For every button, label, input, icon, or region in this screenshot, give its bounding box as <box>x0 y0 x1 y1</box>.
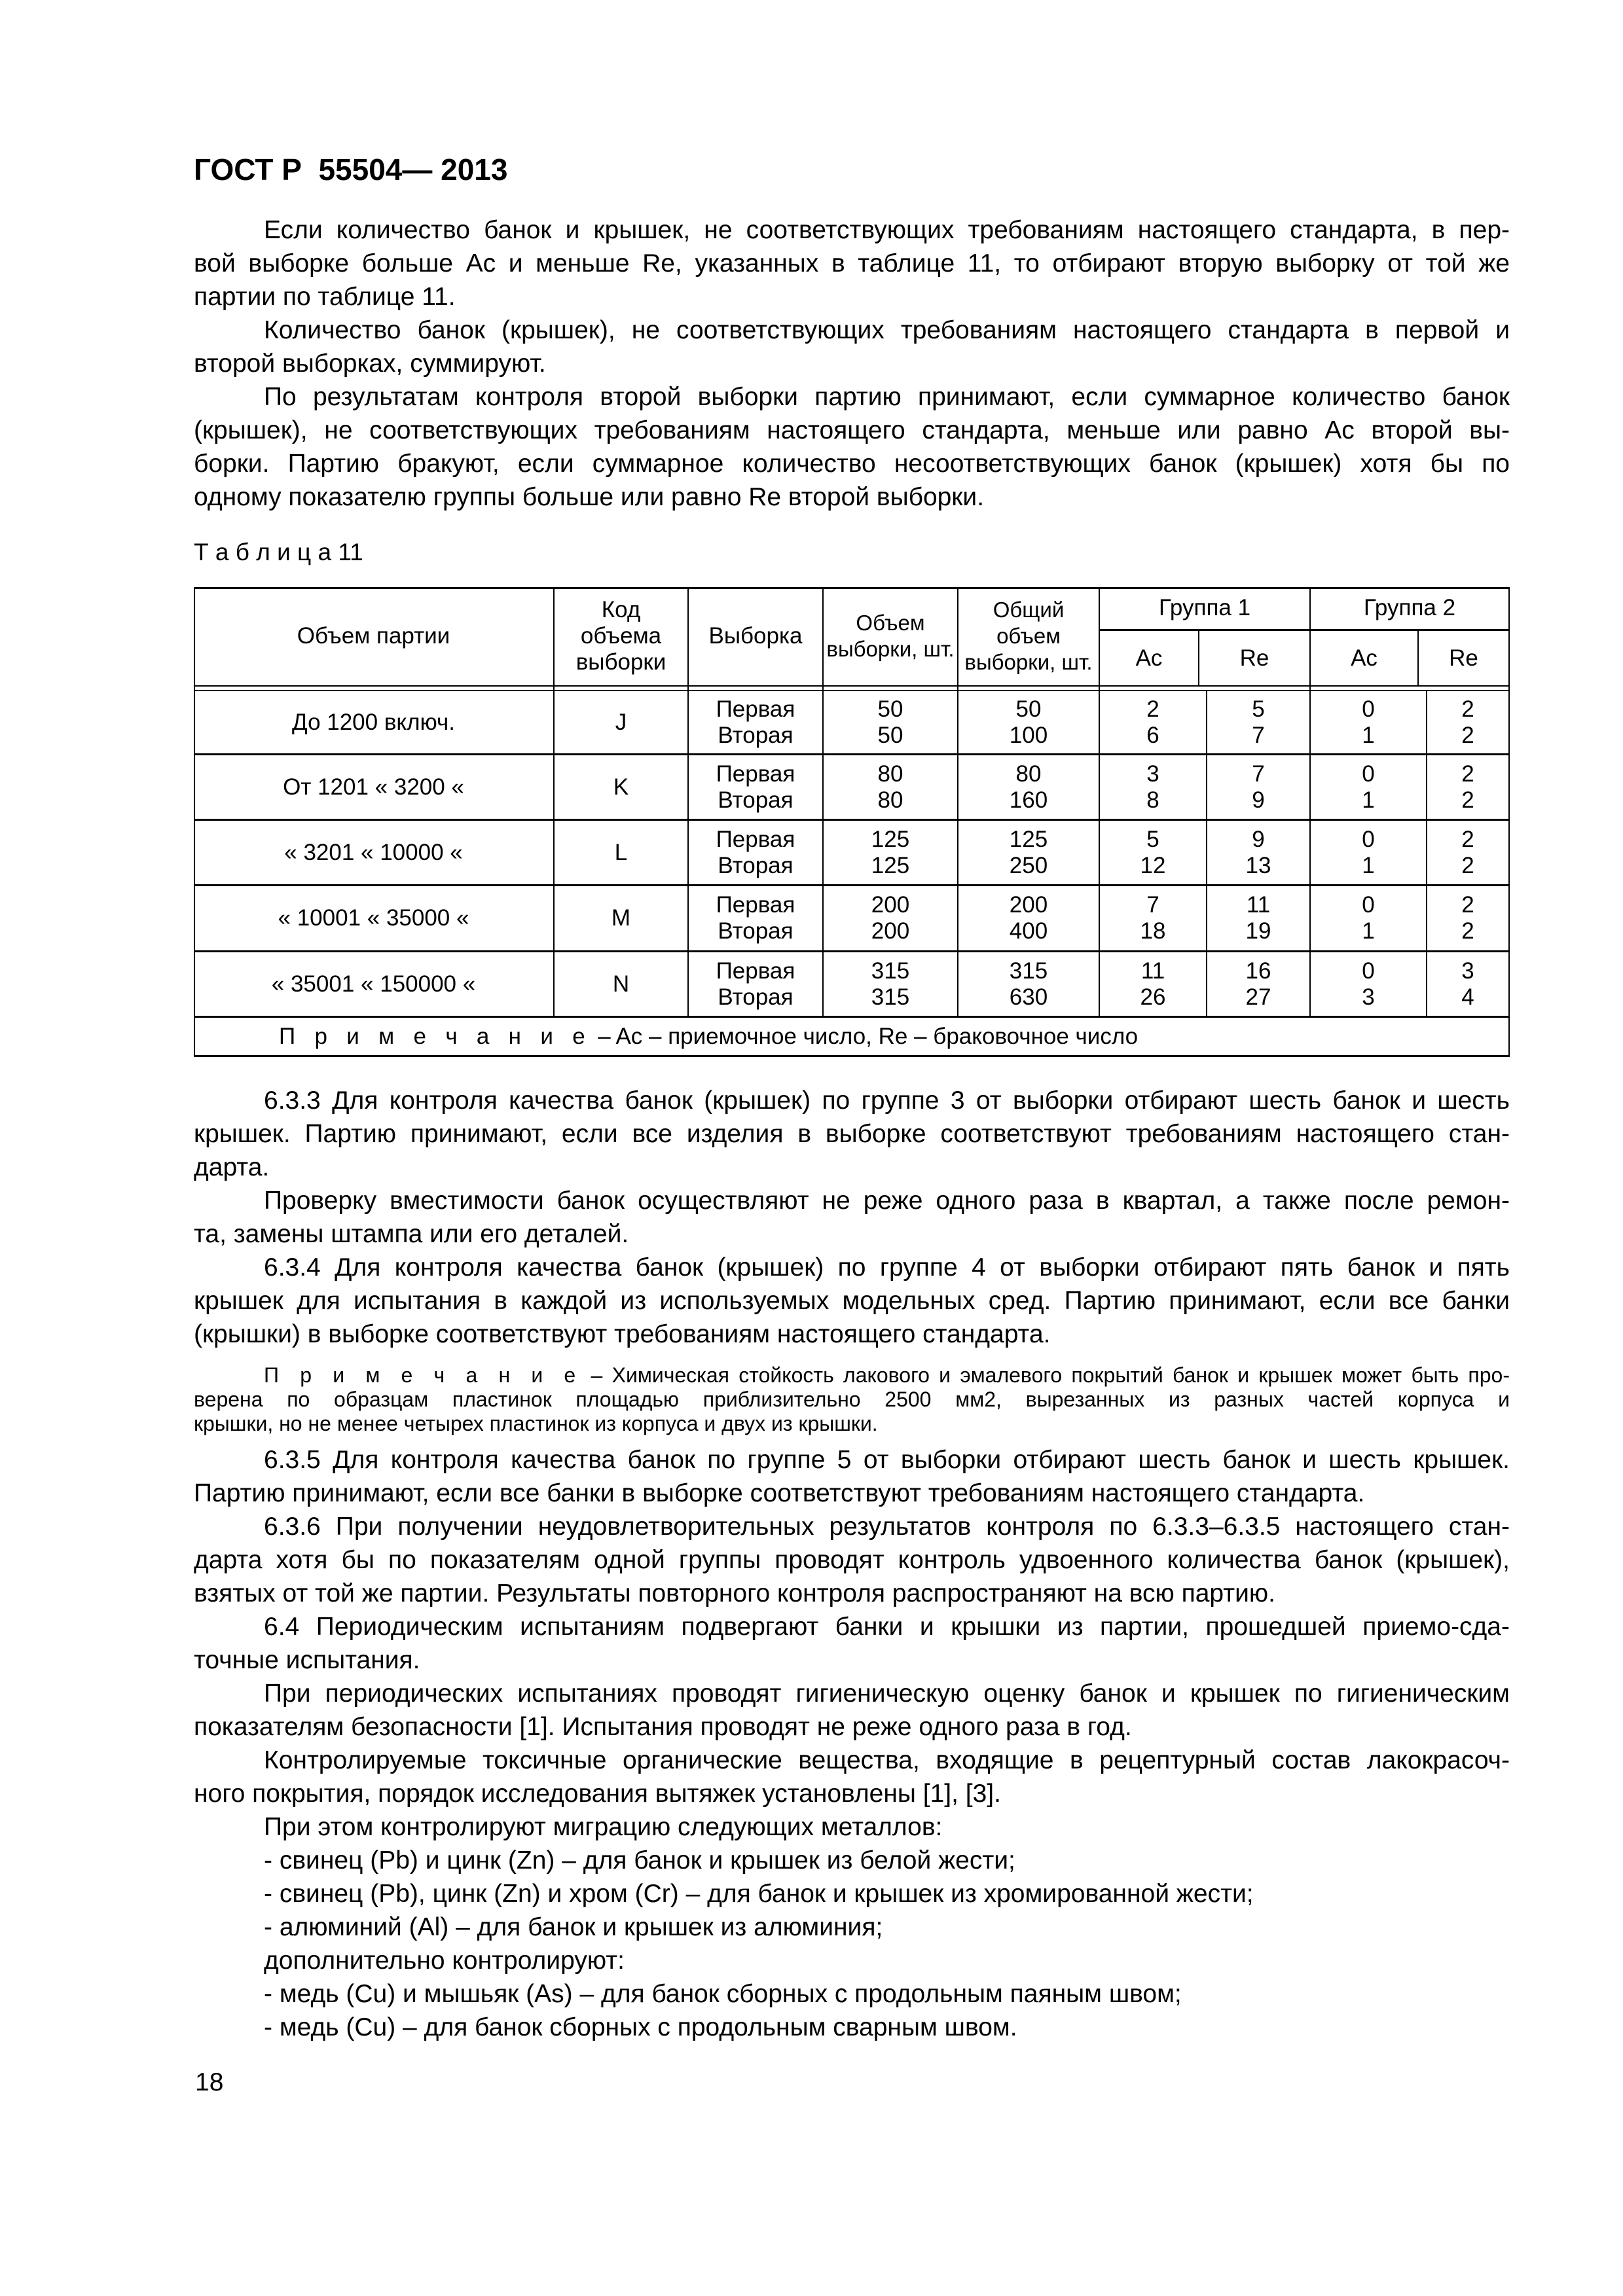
cell-value: 7 <box>1146 892 1159 918</box>
cell-g2-ac <box>1311 691 1426 753</box>
text-line: показателям безопасности [1]. Испытания проводят не реже одного раза в год. <box>194 1713 1132 1741</box>
page-number: 18 <box>195 2068 224 2096</box>
table-note-label: П р и м е ч а н и е <box>279 1023 592 1049</box>
metals-list <box>194 1810 1510 2044</box>
cell-value: 50 <box>877 696 903 722</box>
cell-lot: « 10001 « 35000 « <box>278 905 469 931</box>
cell-value: Вторая <box>718 984 793 1010</box>
text-line: точные испытания. <box>194 1646 420 1674</box>
cell-value: 0 <box>1362 761 1375 787</box>
cell-value: 80 <box>1015 761 1042 787</box>
cell-value: Вторая <box>718 722 793 748</box>
cell-lot: От 1201 « 3200 « <box>283 774 464 800</box>
paragraph-6-3-4 <box>194 1251 1510 1351</box>
paragraph-6-4 <box>194 1610 1510 1677</box>
cell-samples <box>689 886 822 950</box>
cell-g1-ac <box>1100 952 1206 1016</box>
header-code-line: объема <box>580 623 662 649</box>
metals-additional-item: - медь (Cu) – для банок сборных с продольным сварным швом. <box>264 2013 1017 2041</box>
text-line: Если количество банок и крышек, не соответствующих требованиям настоящего стандарта, в пер- <box>264 216 1510 244</box>
cell-value: 1 <box>1362 787 1375 813</box>
text-line: вой выборке больше Ac и меньше Re, указанных в таблице 11, то отбирают вторую выборку от той же <box>194 249 1510 278</box>
cell-value: 2 <box>1461 761 1474 787</box>
cell-value: 0 <box>1362 958 1375 984</box>
cell-value: Вторая <box>718 787 793 813</box>
cell-g1-re <box>1207 886 1309 950</box>
text-line: 6.3.5 Для контроля качества банок по группе 5 от выборки отбирают шесть банок и шесть крышек. <box>264 1446 1510 1474</box>
cell-value: 2 <box>1146 696 1159 722</box>
cell-g2-re <box>1427 952 1508 1016</box>
text-line: дарта. <box>194 1153 270 1181</box>
cell-code: L <box>614 839 628 865</box>
cell-value: 2 <box>1461 918 1474 944</box>
cell-value: Вторая <box>718 852 793 878</box>
text-line: второй выборках, суммируют. <box>194 350 546 378</box>
cell-value: 2 <box>1461 696 1474 722</box>
header-code <box>555 587 687 685</box>
paragraph-capacity-check <box>194 1184 1510 1251</box>
cell-value: 7 <box>1252 722 1265 748</box>
cell-g1-re <box>1207 952 1309 1016</box>
cell-samples <box>689 952 822 1016</box>
cell-value: 3 <box>1461 958 1474 984</box>
cell-code: K <box>613 774 629 800</box>
cell-g2-ac <box>1311 952 1426 1016</box>
cell-g1-ac <box>1100 755 1206 819</box>
cell-value: 5 <box>1252 696 1265 722</box>
document-header: ГОСТ Р 55504— 2013 <box>194 152 508 187</box>
text-line <box>194 1363 1510 1388</box>
cell-g1-re <box>1207 755 1309 819</box>
cell-value: 125 <box>1009 826 1048 852</box>
text-line: 6.3.6 При получении неудовлетворительных результатов контроля по 6.3.3–6.3.5 настоящего стан- <box>264 1513 1510 1541</box>
text-line: По результатам контроля второй выборки партию принимают, если суммарное количество банок <box>264 383 1510 411</box>
cell-value: 200 <box>1009 892 1048 918</box>
cell-size <box>824 886 957 950</box>
paragraph-hygiene <box>194 1677 1510 1744</box>
cell-value: 125 <box>871 852 910 878</box>
cell-value: Первая <box>716 761 795 787</box>
header-g2-ac: Ac <box>1351 645 1377 671</box>
cell-value: 9 <box>1252 826 1265 852</box>
text-line: та, замены штампа или его деталей. <box>194 1220 629 1248</box>
header-g1-ac: Ac <box>1135 645 1163 671</box>
table-header-line <box>194 685 1510 687</box>
metals-additional-intro: дополнительно контролируют: <box>264 1946 625 1975</box>
table-caption: Т а б л и ц а 11 <box>194 539 363 565</box>
text-line: Проверку вместимости банок осуществляют не реже одного раза в квартал, а также после ремон- <box>264 1187 1510 1215</box>
header-g2-re: Re <box>1449 645 1478 671</box>
cell-value: 2 <box>1461 852 1474 878</box>
cell-value: 100 <box>1009 722 1048 748</box>
cell-g1-re <box>1207 691 1309 753</box>
cell-value: Первая <box>716 696 795 722</box>
cell-value: 11 <box>1246 892 1271 918</box>
text-line: (крышек), не соответствующих требованиям настоящего стандарта, меньше или равно Ac второй вы- <box>194 416 1510 444</box>
paragraph-summation <box>194 314 1510 380</box>
text-line: ного покрытия, порядок исследования вытяжек установлены [1], [3]. <box>194 1780 1001 1808</box>
table-note-text: – Ac – приемочное число, Re – браковочное число <box>591 1023 1139 1049</box>
text-line: 6.3.3 Для контроля качества банок (крышек) по группе 3 от выборки отбирают шесть банок и шесть <box>264 1086 1510 1115</box>
cell-value: 200 <box>871 892 910 918</box>
header-sample: Выборка <box>708 623 803 649</box>
metals-item: - свинец (Pb), цинк (Zn) и хром (Cr) – для банок и крышек из хромированной жести; <box>264 1880 1254 1908</box>
cell-value: 18 <box>1140 918 1166 944</box>
text-line: крышки, но не менее четырех пластинок из корпуса и двух из крышки. <box>194 1412 878 1435</box>
header-total-size-line: Общий <box>993 598 1065 622</box>
text-line: борки. Партию бракуют, если суммарное количество несоответствующих банок (крышек) хотя бы по <box>194 450 1510 478</box>
cell-value: 400 <box>1009 918 1048 944</box>
text-line: крышек. Партию принимают, если все изделия в выборке соответствуют требованиям настоящего стан- <box>194 1120 1510 1148</box>
paragraph-second-sample-rule <box>194 213 1510 314</box>
cell-value: 2 <box>1461 722 1474 748</box>
cell-value: 26 <box>1140 984 1166 1010</box>
cell-g1-re <box>1207 821 1309 884</box>
header-code-line: выборки <box>575 649 666 675</box>
cell-total <box>958 691 1099 753</box>
header-total-size <box>958 587 1099 685</box>
cell-code: J <box>615 709 627 735</box>
cell-lot: « 35001 « 150000 « <box>271 971 476 997</box>
cell-value: 315 <box>871 984 910 1010</box>
cell-code: N <box>612 971 630 997</box>
cell-total <box>958 755 1099 819</box>
cell-value: 27 <box>1245 984 1271 1010</box>
text-line: одному показателю группы больше или равно Re второй выборки. <box>194 483 985 511</box>
note-chemical-resistance <box>194 1363 1510 1436</box>
header-group-1: Группа 1 <box>1158 595 1251 620</box>
cell-lot: До 1200 включ. <box>291 709 456 735</box>
text-line: верена по образцам пластинок площадью приблизительно 2500 мм2, вырезанных из разных частей корпуса и <box>194 1388 1510 1411</box>
table-border-right <box>1508 587 1510 1056</box>
cell-samples <box>689 691 822 753</box>
cell-value: 7 <box>1252 761 1265 787</box>
cell-value: 11 <box>1140 958 1165 984</box>
cell-value: 8 <box>1146 787 1159 813</box>
header-total-size-line: выборки, шт. <box>964 650 1093 674</box>
paragraph-6-3-3 <box>194 1084 1510 1184</box>
note-text: – Химическая стойкость лакового и эмалевого покрытий банок и крышек может быть про- <box>581 1363 1510 1387</box>
cell-value: Первая <box>716 892 795 918</box>
cell-value: 160 <box>1009 787 1048 813</box>
cell-value: 50 <box>1015 696 1042 722</box>
cell-g1-ac <box>1100 821 1206 884</box>
table-11 <box>194 587 1510 1056</box>
metals-item: - алюминий (Al) – для банок и крышек из алюминия; <box>264 1913 883 1941</box>
text-line: Контролируемые токсичные органические вещества, входящие в рецептурный состав лакокрасоч- <box>264 1746 1510 1774</box>
cell-value: 1 <box>1362 852 1375 878</box>
text-line: При периодических испытаниях проводят гигиеническую оценку банок и крышек по гигиеническим <box>264 1679 1510 1708</box>
cell-g2-re <box>1427 691 1508 753</box>
text-line: 6.4 Периодическим испытаниям подвергают банки и крышки из партии, прошедшей приемо-сда- <box>264 1613 1510 1641</box>
cell-value: 2 <box>1461 787 1474 813</box>
header-sample-size-line: Объем <box>856 611 925 635</box>
cell-g1-ac <box>1100 886 1206 950</box>
cell-g2-ac <box>1311 886 1426 950</box>
text-line: 6.3.4 Для контроля качества банок (крышек) по группе 4 от выборки отбирают пять банок и пять <box>264 1253 1510 1282</box>
paragraph-toxic-substances <box>194 1744 1510 1810</box>
cell-g2-ac <box>1311 821 1426 884</box>
text-line: (крышки) в выборке соответствуют требованиям настоящего стандарта. <box>194 1320 1051 1348</box>
cell-value: 3 <box>1362 984 1375 1010</box>
header-code-line: Код <box>601 597 641 622</box>
cell-value: Первая <box>716 826 795 852</box>
cell-value: 12 <box>1140 852 1166 878</box>
cell-value: 50 <box>877 722 903 748</box>
cell-g2-ac <box>1311 755 1426 819</box>
text-line: Количество банок (крышек), не соответствующих требованиям настоящего стандарта в первой и <box>264 316 1510 344</box>
metals-additional-item: - медь (Cu) и мышьяк (As) – для банок сборных с продольным паяным швом; <box>264 1980 1182 2008</box>
cell-value: 2 <box>1461 826 1474 852</box>
cell-value: 80 <box>877 787 903 813</box>
header-group-2: Группа 2 <box>1363 595 1456 620</box>
cell-value: 13 <box>1245 852 1271 878</box>
text-line: крышек для испытания в каждой из используемых модельных сред. Партию принимают, если все банки <box>194 1287 1510 1315</box>
cell-size <box>824 755 957 819</box>
cell-value: 200 <box>871 918 910 944</box>
cell-g1-ac <box>1100 691 1206 753</box>
cell-value: 315 <box>1009 958 1048 984</box>
note-label: П р и м е ч а н и е <box>264 1363 582 1387</box>
cell-value: 80 <box>877 761 903 787</box>
cell-size <box>824 821 957 884</box>
paragraph-6-3-6 <box>194 1510 1510 1610</box>
cell-total <box>958 952 1099 1016</box>
cell-size <box>824 952 957 1016</box>
cell-samples <box>689 821 822 884</box>
cell-value: 9 <box>1252 787 1265 813</box>
cell-g2-re <box>1427 821 1508 884</box>
cell-value: 630 <box>1009 984 1048 1010</box>
metals-intro: При этом контролируют миграцию следующих металлов: <box>264 1813 943 1841</box>
table-border-bottom <box>194 1055 1510 1057</box>
paragraph-acceptance-rule <box>194 380 1510 514</box>
cell-value: 19 <box>1245 918 1271 944</box>
metals-item: - свинец (Pb) и цинк (Zn) – для банок и крышек из белой жести; <box>264 1846 1015 1874</box>
cell-g2-re <box>1427 886 1508 950</box>
header-sample-size-line: выборки, шт. <box>826 637 955 661</box>
cell-size <box>824 691 957 753</box>
cell-value: 0 <box>1362 696 1375 722</box>
text-line: партии по таблице 11. <box>194 283 456 311</box>
cell-value: 1 <box>1362 722 1375 748</box>
cell-value: 315 <box>871 958 910 984</box>
cell-value: 4 <box>1461 984 1474 1010</box>
header-g1-re: Re <box>1239 645 1269 671</box>
text-line: дарта хотя бы по показателям одной группы проводят контроль удвоенного количества банок (крышек), <box>194 1546 1510 1574</box>
cell-samples <box>689 755 822 819</box>
text-line: взятых от той же партии. Результаты повторного контроля распространяют на всю партию. <box>194 1579 1275 1607</box>
cell-value: 16 <box>1245 958 1271 984</box>
paragraph-6-3-5 <box>194 1443 1510 1510</box>
cell-value: Первая <box>716 958 795 984</box>
cell-value: 0 <box>1362 892 1375 918</box>
cell-value: 6 <box>1146 722 1159 748</box>
cell-value: 250 <box>1009 852 1048 878</box>
cell-value: 3 <box>1146 761 1159 787</box>
cell-lot: « 3201 « 10000 « <box>284 839 463 865</box>
header-lot-size: Объем партии <box>297 623 450 649</box>
header-sample-size <box>824 587 957 685</box>
cell-code: M <box>611 905 631 931</box>
cell-g2-re <box>1427 755 1508 819</box>
header-total-size-line: объем <box>996 624 1061 648</box>
cell-value: 1 <box>1362 918 1375 944</box>
table-note <box>279 1018 1503 1055</box>
text-line: Партию принимают, если все банки в выборке соответствуют требованиям настоящего стандарта. <box>194 1479 1365 1507</box>
cell-total <box>958 821 1099 884</box>
cell-total <box>958 886 1099 950</box>
cell-value: Вторая <box>718 918 793 944</box>
cell-value: 0 <box>1362 826 1375 852</box>
cell-value: 125 <box>871 826 910 852</box>
cell-value: 2 <box>1461 892 1474 918</box>
cell-value: 5 <box>1146 826 1159 852</box>
